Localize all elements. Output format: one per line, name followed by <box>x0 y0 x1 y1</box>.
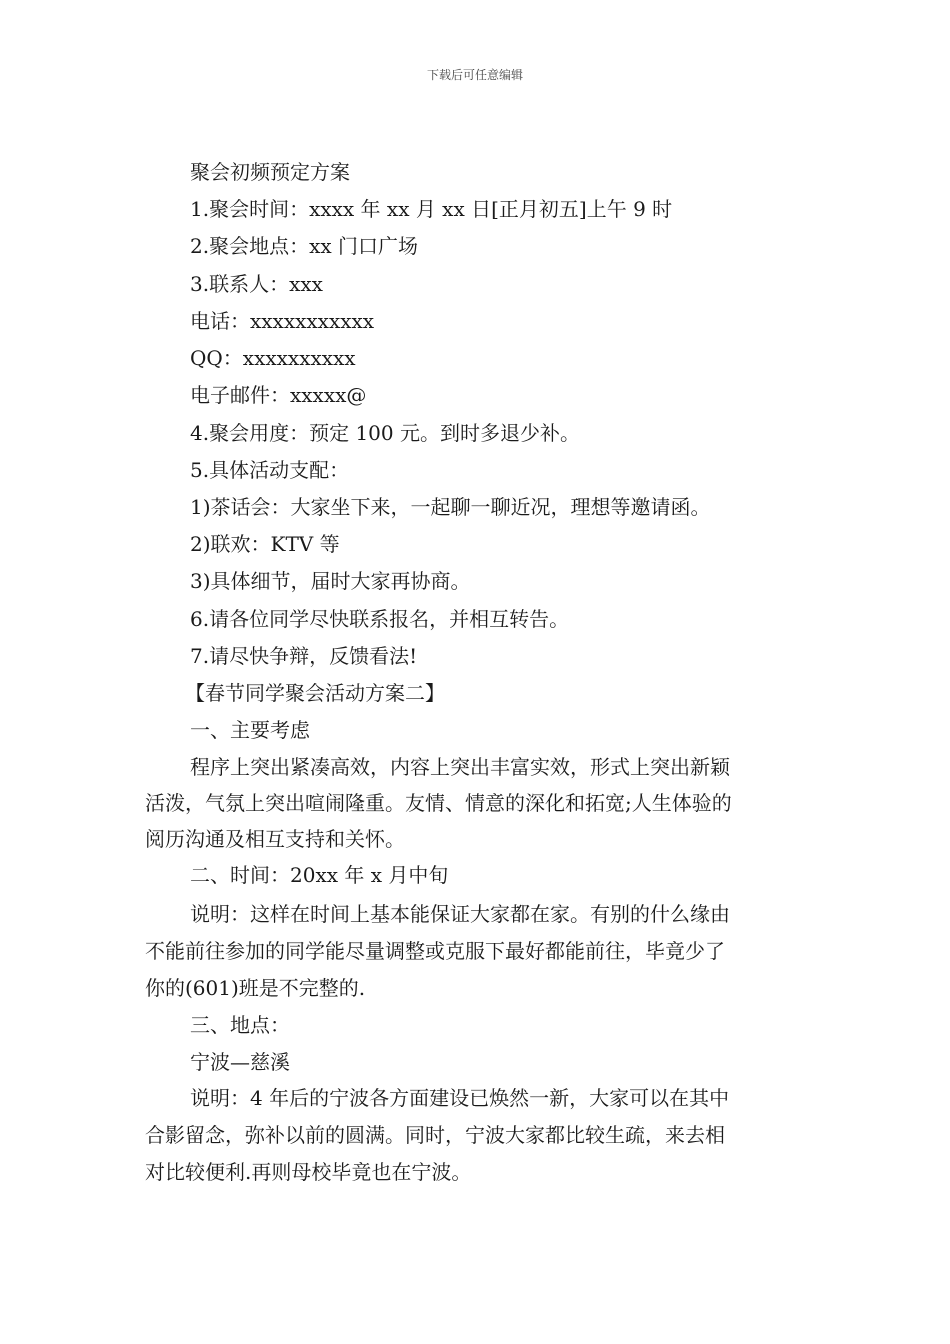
doc-line: 一、主要考虑 <box>190 718 310 742</box>
doc-line: 不能前往参加的同学能尽量调整或克服下最好都能前往，毕竟少了 <box>145 939 725 963</box>
doc-line: 对比较便利.再则母校毕竟也在宁波。 <box>145 1160 472 1184</box>
doc-line: 你的(601)班是不完整的. <box>145 976 366 1000</box>
doc-line: 合影留念，弥补以前的圆满。同时，宁波大家都比较生疏，来去相 <box>145 1123 725 1147</box>
doc-line: 5.具体活动支配： <box>190 458 350 482</box>
doc-line: 3)具体细节，届时大家再协商。 <box>190 569 471 593</box>
doc-line: 电子邮件：xxxxx@ <box>190 383 367 407</box>
doc-line: 7.请尽快争辩，反馈看法! <box>190 644 418 668</box>
doc-line: 聚会初频预定方案 <box>190 160 350 184</box>
doc-line: 电话：xxxxxxxxxxx <box>190 309 375 333</box>
doc-line: 说明：这样在时间上基本能保证大家都在家。有别的什么缘由 <box>190 902 730 926</box>
doc-line: 三、地点： <box>190 1013 290 1037</box>
doc-line: 2)联欢：KTV 等 <box>190 532 340 556</box>
doc-line: 1.聚会时间：xxxx 年 xx 月 xx 日[正月初五]上午 9 时 <box>190 197 673 221</box>
section-heading: 【春节同学聚会活动方案二】 <box>185 681 445 705</box>
doc-line: 6.请各位同学尽快联系报名，并相互转告。 <box>190 607 570 631</box>
doc-line: 4.聚会用度：预定 100 元。到时多退少补。 <box>190 421 580 445</box>
doc-line: 2.聚会地点：xx 门口广场 <box>190 234 418 258</box>
doc-line: 宁波—慈溪 <box>190 1050 290 1074</box>
page-header-note: 下载后可任意编辑 <box>426 68 523 82</box>
doc-line: 3.联系人：xxx <box>190 272 323 296</box>
doc-line: 说明：4 年后的宁波各方面建设已焕然一新，大家可以在其中 <box>190 1086 730 1110</box>
doc-line: 1)茶话会：大家坐下来，一起聊一聊近况，理想等邀请函。 <box>190 495 711 519</box>
doc-line: 程序上突出紧凑高效，内容上突出丰富实效，形式上突出新颖 <box>190 755 730 779</box>
doc-line: 二、时间：20xx 年 x 月中旬 <box>190 863 449 887</box>
doc-line: 活泼，气氛上突出喧闹隆重。友情、情意的深化和拓宽;人生体验的 <box>145 791 732 815</box>
doc-line: 阅历沟通及相互支持和关怀。 <box>145 827 405 851</box>
doc-line: QQ：xxxxxxxxxx <box>190 346 356 370</box>
